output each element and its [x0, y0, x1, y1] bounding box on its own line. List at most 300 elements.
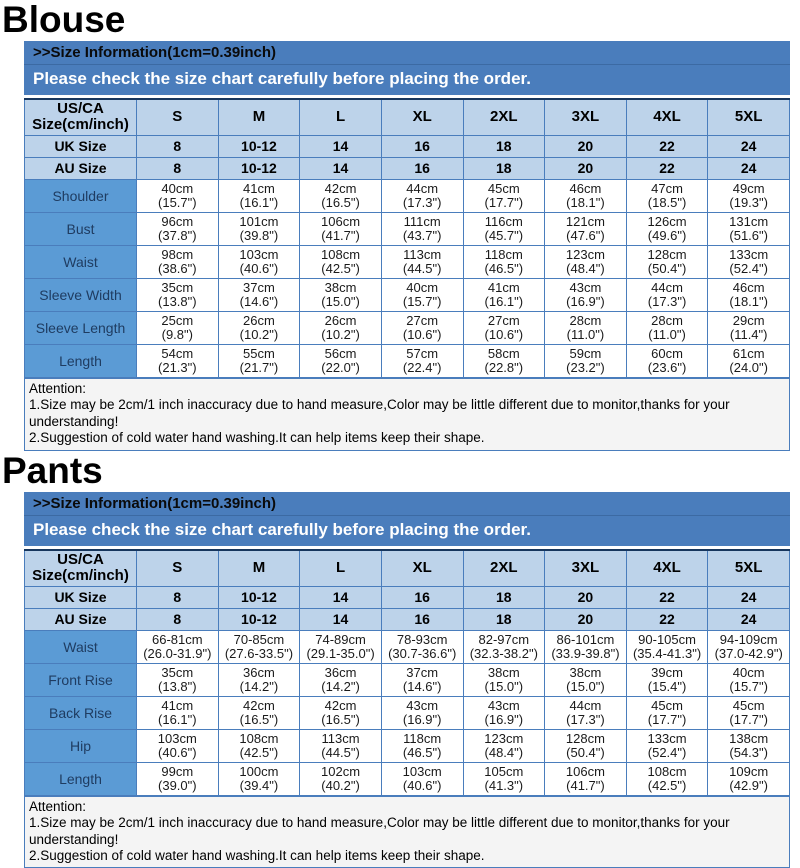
- measurement-inch: (11.0"): [566, 326, 605, 342]
- measurement-cell: [381, 212, 463, 245]
- measurement-cell: [463, 179, 545, 212]
- measurement-cell: [545, 663, 627, 696]
- measurement-row: [25, 762, 790, 795]
- pants-size-table: [24, 549, 790, 796]
- measurement-cm: 37cm: [243, 279, 275, 295]
- measurement-inch: (17.3"): [402, 194, 442, 210]
- size-value-cell: 20: [545, 608, 627, 630]
- measurement-cm: 25cm: [161, 312, 194, 328]
- measurement-cm: 105cm: [484, 763, 524, 779]
- measurement-cm: 138cm: [729, 730, 769, 746]
- measurement-inch: (15.0"): [484, 678, 524, 694]
- measurement-row: [25, 179, 790, 212]
- size-value-cell: 8: [137, 586, 219, 608]
- measurement-inch: (14.2"): [321, 678, 360, 694]
- measurement-inch: (50.4"): [647, 260, 687, 276]
- size-value-cell: 10-12: [218, 586, 300, 608]
- measurement-inch: (44.5"): [321, 744, 360, 760]
- measurement-cm: 41cm: [161, 697, 194, 713]
- measurement-cell: [626, 245, 708, 278]
- measurement-inch: (35.4-41.3"): [632, 645, 702, 661]
- measurement-cm: 108cm: [647, 763, 687, 779]
- measurement-inch: (42.9"): [729, 777, 768, 793]
- table-header-cell: XL: [381, 99, 463, 136]
- measurement-inch: (50.4"): [566, 744, 605, 760]
- row-label: Sleeve Width: [25, 278, 137, 311]
- measurement-cm: 109cm: [729, 763, 769, 779]
- measurement-inch: (22.0"): [321, 359, 360, 375]
- measurement-cm: 43cm: [406, 697, 439, 713]
- measurement-cell: [626, 311, 708, 344]
- size-value-cell: 14: [300, 586, 382, 608]
- measurement-inch: (40.2"): [321, 777, 360, 793]
- row-label: Bust: [25, 212, 137, 245]
- row-label: Shoulder: [25, 179, 137, 212]
- measurement-inch: (18.5"): [647, 194, 687, 210]
- measurement-cm: 40cm: [406, 279, 439, 295]
- measurement-cell: [708, 630, 790, 663]
- measurement-cm: 60cm: [651, 345, 683, 361]
- measurement-inch: (46.5"): [484, 260, 524, 276]
- measurement-cm: 46cm: [569, 180, 602, 196]
- size-value-cell: 18: [463, 157, 545, 179]
- measurement-cm: 100cm: [239, 763, 279, 779]
- measurement-cm: 57cm: [406, 345, 439, 361]
- measurement-cell: [300, 311, 382, 344]
- pants-panel: [24, 492, 790, 868]
- measurement-cell: [626, 696, 708, 729]
- measurement-cm: 113cm: [403, 246, 442, 262]
- measurement-inch: (16.5"): [239, 711, 279, 727]
- measurement-cell: [300, 630, 382, 663]
- measurement-cell: [218, 762, 300, 795]
- measurement-cm: 44cm: [406, 180, 439, 196]
- measurement-cm: 90-105cm: [638, 631, 696, 647]
- measurement-cm: 101cm: [239, 213, 279, 229]
- measurement-cell: [463, 663, 545, 696]
- measurement-cell: [137, 278, 219, 311]
- notice-bar: Please check the size chart carefully before placing the order.: [24, 65, 790, 95]
- table-header-cell: M: [218, 550, 300, 587]
- measurement-cm: 99cm: [161, 763, 194, 779]
- measurement-cell: [463, 630, 545, 663]
- measurement-inch: (10.2"): [321, 326, 360, 342]
- measurement-cm: 38cm: [324, 279, 357, 295]
- measurement-cm: 98cm: [161, 246, 194, 262]
- measurement-inch: (10.6"): [484, 326, 524, 342]
- measurement-cm: 45cm: [651, 697, 683, 713]
- measurement-cm: 133cm: [729, 246, 769, 262]
- measurement-cell: [381, 696, 463, 729]
- measurement-cell: [545, 212, 627, 245]
- table-head: [25, 550, 790, 587]
- measurement-cell: [218, 278, 300, 311]
- measurement-inch: (38.6"): [158, 260, 197, 276]
- measurement-inch: (16.9"): [566, 293, 605, 309]
- row-label: UK Size: [25, 135, 137, 157]
- measurement-cell: [137, 630, 219, 663]
- measurement-cell: [708, 311, 790, 344]
- measurement-cm: 44cm: [651, 279, 683, 295]
- measurement-inch: (37.0-42.9"): [714, 645, 783, 661]
- row-label: Front Rise: [25, 663, 137, 696]
- measurement-inch: (17.3"): [566, 711, 605, 727]
- measurement-cm: 43cm: [569, 279, 602, 295]
- measurement-cm: 131cm: [729, 213, 769, 229]
- measurement-cm: 45cm: [732, 697, 765, 713]
- measurement-cm: 103cm: [239, 246, 279, 262]
- measurement-cm: 38cm: [569, 664, 602, 680]
- measurement-inch: (11.4"): [729, 326, 768, 342]
- measurement-cell: [300, 179, 382, 212]
- measurement-cm: 82-97cm: [478, 631, 530, 647]
- measurement-cell: [545, 762, 627, 795]
- size-conversion-row: [25, 157, 790, 179]
- header-row: [25, 550, 790, 587]
- size-value-cell: 20: [545, 135, 627, 157]
- measurement-cm: 42cm: [324, 180, 357, 196]
- measurement-inch: (18.1"): [729, 293, 768, 309]
- measurement-cm: 66-81cm: [152, 631, 203, 647]
- measurement-inch: (49.6"): [647, 227, 687, 243]
- measurement-cell: [708, 696, 790, 729]
- measurement-cm: 74-89cm: [315, 631, 366, 647]
- measurement-inch: (16.9"): [484, 711, 524, 727]
- measurement-cm: 70-85cm: [233, 631, 285, 647]
- measurement-cell: [218, 696, 300, 729]
- measurement-cell: [381, 762, 463, 795]
- measurement-inch: (29.1-35.0"): [306, 645, 375, 661]
- size-value-cell: 14: [300, 157, 382, 179]
- measurement-cm: 123cm: [565, 246, 605, 262]
- measurement-inch: (16.1"): [158, 711, 197, 727]
- measurement-cell: [381, 630, 463, 663]
- measurement-cell: [300, 212, 382, 245]
- measurement-cell: [381, 278, 463, 311]
- measurement-cell: [137, 344, 219, 377]
- measurement-inch: (21.7"): [239, 359, 279, 375]
- measurement-cm: 55cm: [243, 345, 275, 361]
- measurement-cell: [218, 311, 300, 344]
- size-value-cell: 24: [708, 157, 790, 179]
- measurement-cm: 42cm: [243, 697, 275, 713]
- measurement-cell: [626, 278, 708, 311]
- measurement-cm: 106cm: [565, 763, 605, 779]
- measurement-cm: 94-109cm: [719, 631, 778, 647]
- section-title-blouse: Blouse: [2, 0, 126, 40]
- measurement-inch: (30.7-36.6"): [388, 645, 457, 661]
- measurement-cell: [137, 179, 219, 212]
- table-body: [25, 586, 790, 795]
- table-header-cell: L: [300, 550, 382, 587]
- measurement-cm: 27cm: [406, 312, 439, 328]
- table-header-cell: S: [137, 550, 219, 587]
- measurement-inch: (40.6"): [158, 744, 197, 760]
- measurement-inch: (32.3-38.2"): [469, 645, 538, 661]
- row-label: AU Size: [25, 157, 137, 179]
- measurement-inch: (10.6"): [402, 326, 442, 342]
- measurement-inch: (14.6"): [402, 678, 442, 694]
- measurement-inch: (15.4"): [647, 678, 687, 694]
- size-value-cell: 18: [463, 608, 545, 630]
- measurement-cell: [626, 663, 708, 696]
- measurement-cell: [545, 311, 627, 344]
- measurement-row: [25, 278, 790, 311]
- measurement-cell: [545, 245, 627, 278]
- measurement-cell: [463, 696, 545, 729]
- measurement-cell: [381, 729, 463, 762]
- measurement-cm: 126cm: [647, 213, 687, 229]
- measurement-cell: [300, 663, 382, 696]
- measurement-cell: [218, 630, 300, 663]
- size-value-cell: 16: [381, 135, 463, 157]
- measurement-cell: [218, 179, 300, 212]
- measurement-cell: [708, 278, 790, 311]
- measurement-cm: 46cm: [732, 279, 765, 295]
- measurement-cell: [300, 344, 382, 377]
- size-value-cell: 22: [626, 586, 708, 608]
- size-value-cell: 24: [708, 135, 790, 157]
- measurement-cell: [300, 729, 382, 762]
- measurement-cell: [463, 344, 545, 377]
- size-value-cell: 16: [381, 157, 463, 179]
- measurement-cell: [218, 344, 300, 377]
- measurement-inch: (47.6"): [566, 227, 605, 243]
- measurement-cm: 39cm: [651, 664, 683, 680]
- measurement-cell: [626, 762, 708, 795]
- measurement-inch: (41.7"): [566, 777, 605, 793]
- measurement-cell: [708, 245, 790, 278]
- measurement-cm: 29cm: [732, 312, 765, 328]
- row-label: Hip: [25, 729, 137, 762]
- measurement-inch: (41.3"): [484, 777, 524, 793]
- measurement-cell: [137, 212, 219, 245]
- measurement-inch: (39.8"): [239, 227, 279, 243]
- section-title-pants: Pants: [2, 449, 103, 491]
- table-header-cell: 3XL: [545, 550, 627, 587]
- measurement-cm: 38cm: [487, 664, 520, 680]
- measurement-cm: 28cm: [569, 312, 602, 328]
- row-label: Waist: [25, 245, 137, 278]
- attention-line: 1.Size may be 2cm/1 inch inaccuracy due to hand measure,Color may be little different due to monitor,thanks for your understanding!: [29, 397, 730, 429]
- measurement-inch: (33.9-39.8"): [551, 645, 620, 661]
- table-header-cell: 4XL: [626, 99, 708, 136]
- table-header-cell: 4XL: [626, 550, 708, 587]
- size-value-cell: 22: [626, 157, 708, 179]
- measurement-inch: (17.7"): [729, 711, 768, 727]
- size-value-cell: 8: [137, 135, 219, 157]
- measurement-cm: 58cm: [487, 345, 520, 361]
- measurement-cell: [463, 278, 545, 311]
- size-value-cell: 8: [137, 157, 219, 179]
- measurement-cell: [463, 729, 545, 762]
- size-conversion-row: [25, 586, 790, 608]
- measurement-cell: [218, 729, 300, 762]
- measurement-inch: (22.4"): [402, 359, 442, 375]
- measurement-cm: 108cm: [321, 246, 361, 262]
- row-label: Waist: [25, 630, 137, 663]
- measurement-cell: [545, 278, 627, 311]
- measurement-inch: (52.4"): [647, 744, 687, 760]
- measurement-cell: [381, 311, 463, 344]
- measurement-cell: [381, 344, 463, 377]
- measurement-inch: (41.7"): [321, 227, 360, 243]
- measurement-inch: (27.6-33.5"): [224, 645, 294, 661]
- measurement-cell: [300, 245, 382, 278]
- row-label: Back Rise: [25, 696, 137, 729]
- measurement-cm: 96cm: [161, 213, 194, 229]
- measurement-inch: (18.1"): [566, 194, 605, 210]
- measurement-inch: (48.4"): [566, 260, 605, 276]
- measurement-inch: (52.4"): [729, 260, 768, 276]
- measurement-inch: (11.0"): [648, 326, 686, 342]
- measurement-cell: [708, 344, 790, 377]
- measurement-inch: (17.3"): [647, 293, 687, 309]
- measurement-cell: [218, 245, 300, 278]
- measurement-cm: 103cm: [402, 763, 442, 779]
- measurement-cell: [626, 179, 708, 212]
- measurement-inch: (16.9"): [402, 711, 442, 727]
- table-body: [25, 135, 790, 377]
- measurement-cm: 43cm: [487, 697, 520, 713]
- size-value-cell: 14: [300, 608, 382, 630]
- size-info-bar: >>Size Information(1cm=0.39inch): [24, 492, 790, 516]
- measurement-inch: (46.5"): [402, 744, 442, 760]
- measurement-cell: [463, 245, 545, 278]
- measurement-cell: [463, 212, 545, 245]
- attention-line: 2.Suggestion of cold water hand washing.It can help items keep their shape.: [29, 847, 485, 863]
- measurement-inch: (10.2"): [239, 326, 279, 342]
- measurement-cell: [218, 212, 300, 245]
- size-value-cell: 22: [626, 608, 708, 630]
- measurement-inch: (22.8"): [484, 359, 524, 375]
- measurement-inch: (14.6"): [239, 293, 279, 309]
- table-header-cell: 2XL: [463, 550, 545, 587]
- size-value-cell: 10-12: [218, 608, 300, 630]
- measurement-inch: (15.7"): [158, 194, 197, 210]
- measurement-inch: (13.8"): [158, 678, 197, 694]
- table-header-cell: M: [218, 99, 300, 136]
- measurement-inch: (48.4"): [484, 744, 524, 760]
- measurement-cell: [708, 212, 790, 245]
- measurement-inch: (19.3"): [729, 194, 768, 210]
- row-label: AU Size: [25, 608, 137, 630]
- table-header-cell: S: [137, 99, 219, 136]
- attention-line: 1.Size may be 2cm/1 inch inaccuracy due to hand measure,Color may be little different due to monitor,thanks for your understanding!: [29, 815, 730, 847]
- measurement-cm: 118cm: [403, 730, 442, 746]
- measurement-inch: (37.8"): [158, 227, 197, 243]
- table-header-cell: US/CA Size(cm/inch): [25, 99, 137, 136]
- measurement-row: [25, 344, 790, 377]
- measurement-inch: (45.7"): [484, 227, 524, 243]
- measurement-cm: 108cm: [239, 730, 279, 746]
- measurement-inch: (39.4"): [239, 777, 279, 793]
- measurement-cell: [218, 663, 300, 696]
- measurement-cm: 28cm: [651, 312, 683, 328]
- measurement-cm: 86-101cm: [556, 631, 615, 647]
- measurement-inch: (54.3"): [729, 744, 768, 760]
- measurement-cm: 123cm: [484, 730, 524, 746]
- table-header-cell: 3XL: [545, 99, 627, 136]
- header-row: [25, 99, 790, 136]
- measurement-inch: (21.3"): [158, 359, 197, 375]
- measurement-inch: (13.8"): [158, 293, 197, 309]
- row-label: UK Size: [25, 586, 137, 608]
- measurement-cell: [381, 663, 463, 696]
- attention-box: [24, 796, 790, 868]
- measurement-inch: (40.6"): [239, 260, 279, 276]
- size-value-cell: 20: [545, 157, 627, 179]
- measurement-inch: (24.0"): [729, 359, 768, 375]
- blouse-size-table: [24, 98, 790, 378]
- size-value-cell: 24: [708, 586, 790, 608]
- measurement-cell: [708, 762, 790, 795]
- measurement-inch: (14.2"): [239, 678, 279, 694]
- size-value-cell: 14: [300, 135, 382, 157]
- measurement-inch: (23.6"): [647, 359, 687, 375]
- measurement-inch: (42.5"): [647, 777, 687, 793]
- size-value-cell: 16: [381, 608, 463, 630]
- measurement-cm: 35cm: [161, 279, 194, 295]
- measurement-cm: 128cm: [565, 730, 605, 746]
- measurement-inch: (42.5"): [239, 744, 279, 760]
- measurement-row: [25, 245, 790, 278]
- size-value-cell: 24: [708, 608, 790, 630]
- measurement-cm: 36cm: [243, 664, 275, 680]
- measurement-cm: 41cm: [487, 279, 520, 295]
- measurement-inch: (23.2"): [566, 359, 605, 375]
- measurement-cm: 36cm: [324, 664, 357, 680]
- size-conversion-row: [25, 608, 790, 630]
- measurement-row: [25, 212, 790, 245]
- measurement-cm: 78-93cm: [396, 631, 448, 647]
- measurement-row: [25, 630, 790, 663]
- measurement-cell: [137, 663, 219, 696]
- measurement-cell: [381, 179, 463, 212]
- measurement-inch: (17.7"): [647, 711, 687, 727]
- attention-title: Attention:: [29, 798, 87, 814]
- table-header-cell: 5XL: [708, 550, 790, 587]
- notice-bar: Please check the size chart carefully before placing the order.: [24, 516, 790, 546]
- size-value-cell: 10-12: [218, 135, 300, 157]
- measurement-cm: 35cm: [161, 664, 194, 680]
- size-info-bar: >>Size Information(1cm=0.39inch): [24, 41, 790, 65]
- measurement-cell: [708, 663, 790, 696]
- measurement-cm: 106cm: [321, 213, 361, 229]
- measurement-cell: [300, 278, 382, 311]
- row-label: Sleeve Length: [25, 311, 137, 344]
- measurement-cm: 49cm: [732, 180, 765, 196]
- measurement-inch: (51.6"): [729, 227, 768, 243]
- measurement-cm: 113cm: [321, 730, 360, 746]
- row-label: Length: [25, 762, 137, 795]
- size-value-cell: 18: [463, 586, 545, 608]
- measurement-cell: [463, 311, 545, 344]
- measurement-cm: 27cm: [487, 312, 520, 328]
- measurement-inch: (39.0"): [158, 777, 197, 793]
- measurement-cm: 26cm: [243, 312, 275, 328]
- table-header-cell: XL: [381, 550, 463, 587]
- measurement-cm: 116cm: [484, 213, 523, 229]
- measurement-cell: [381, 245, 463, 278]
- measurement-cell: [545, 630, 627, 663]
- table-header-cell: 2XL: [463, 99, 545, 136]
- measurement-inch: (40.6"): [402, 777, 442, 793]
- attention-title: Attention:: [29, 380, 87, 396]
- measurement-cell: [300, 696, 382, 729]
- size-value-cell: 8: [137, 608, 219, 630]
- measurement-inch: (16.5"): [321, 194, 360, 210]
